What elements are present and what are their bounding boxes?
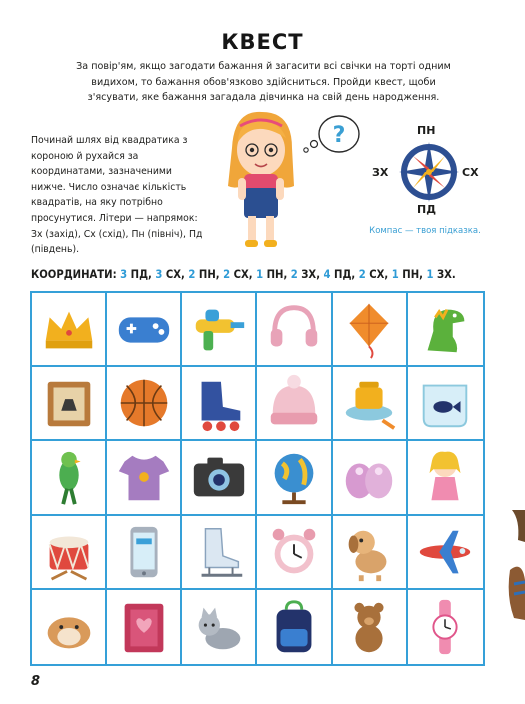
grid-cell [333,590,408,664]
kite-icon [338,298,400,360]
cat-icon [188,596,250,658]
grid-cell [257,367,332,441]
grid-cell [182,293,257,367]
phone-icon [113,521,175,583]
notebook-icon [113,596,175,658]
page-number: 8 [31,674,41,689]
grid-cell [257,516,332,590]
doll-icon [414,446,476,508]
grid-cell [333,516,408,590]
step-direction: ПД, [334,268,356,281]
parrot-icon [38,446,100,508]
grid-cell [32,516,107,590]
grid-cell [257,441,332,515]
step-count: 2 [184,268,199,281]
hamster-icon [38,596,100,658]
grid-cell [107,516,182,590]
crown-icon [38,298,100,360]
drum-icon [38,521,100,583]
grid-cell [182,367,257,441]
water-gun-icon [188,298,250,360]
grid-cell [257,293,332,367]
side-decoration [490,500,525,620]
intro-text: За повір'ям, якщо загодати бажання й загасити всі свічки на торті одним видихом, то бажання обов'язково здійсниться. Пройди квест, щоби з'ясувати, яке бажання загадала дівчинка на свій день народження. [76,61,451,103]
grid-cell [182,590,257,664]
grid-cell [408,441,483,515]
backpack-icon [263,596,325,658]
aquarium-fish-icon [414,372,476,434]
compass-east: СХ [462,166,479,179]
grid-cell [32,293,107,367]
slippers-icon [338,446,400,508]
grid-cell [107,441,182,515]
step-count: 2 [287,268,302,281]
compass-west: ЗХ [372,166,389,179]
page-title: КВЕСТ [221,30,304,54]
grid-cell [32,441,107,515]
coordinates-steps [120,268,456,281]
grid-cell [182,516,257,590]
grid-cell [333,367,408,441]
quest-grid [30,291,485,666]
step-direction: СХ, [233,268,253,281]
winter-hat-icon [263,372,325,434]
grid-cell [32,590,107,664]
step-count: 1 [422,268,437,281]
step-count: 1 [388,268,403,281]
step-direction: ПН, [402,268,423,281]
step-direction: ЗХ. [436,268,456,281]
dinosaur-icon [414,298,476,360]
alarm-clock-icon [263,521,325,583]
girl-illustration [214,108,364,258]
grid-cell [107,293,182,367]
grid-cell [408,293,483,367]
step-direction: СХ, [369,268,389,281]
instructions-text: Починай шлях від квадратика з короною й рухайся за координатами, зазначеними нижче. Число означає кількість квадратів, на яку потрібно просунутися. Літери — напрямок: Зх (захід), Сх (схід), Пн (північ), Пд (південь). [31,135,203,256]
grid-cell [408,367,483,441]
pirate-book-icon [38,372,100,434]
ice-skate-icon [188,521,250,583]
airplane-icon [414,521,476,583]
grid-cell [182,441,257,515]
gamepad-icon [113,298,175,360]
coordinates-line [31,268,456,281]
step-direction: СХ, [165,268,185,281]
puppy-icon [338,521,400,583]
step-count: 1 [252,268,267,281]
toy-kitchen-icon [338,372,400,434]
step-count: 4 [320,268,335,281]
grid-cell [257,590,332,664]
teddy-bear-icon [338,596,400,658]
roller-skate-icon [188,372,250,434]
step-direction: ПН, [198,268,220,281]
grid-cell [333,441,408,515]
compass-south: ПД [417,203,437,216]
globe-icon [263,446,325,508]
grid-cell [107,590,182,664]
grid-cell [32,367,107,441]
thought-question: ? [332,123,346,148]
grid-cell [408,516,483,590]
compass-caption: Компас — твоя підказка. [369,226,481,236]
compass-north: ПН [417,124,436,137]
headphones-icon [263,298,325,360]
camera-icon [188,446,250,508]
grid-cell [408,590,483,664]
watch-icon [414,596,476,658]
step-direction: ЗХ, [301,268,321,281]
tshirt-icon [113,446,175,508]
grid-cell [333,293,408,367]
step-count: 3 [120,268,131,281]
step-direction: ПН, [266,268,288,281]
basketball-icon [113,372,175,434]
step-direction: ПД, [130,268,152,281]
step-count: 2 [219,268,234,281]
coordinates-label: КООРДИНАТИ: [31,268,117,281]
step-count: 2 [355,268,370,281]
grid-cell [107,367,182,441]
step-count: 3 [151,268,166,281]
